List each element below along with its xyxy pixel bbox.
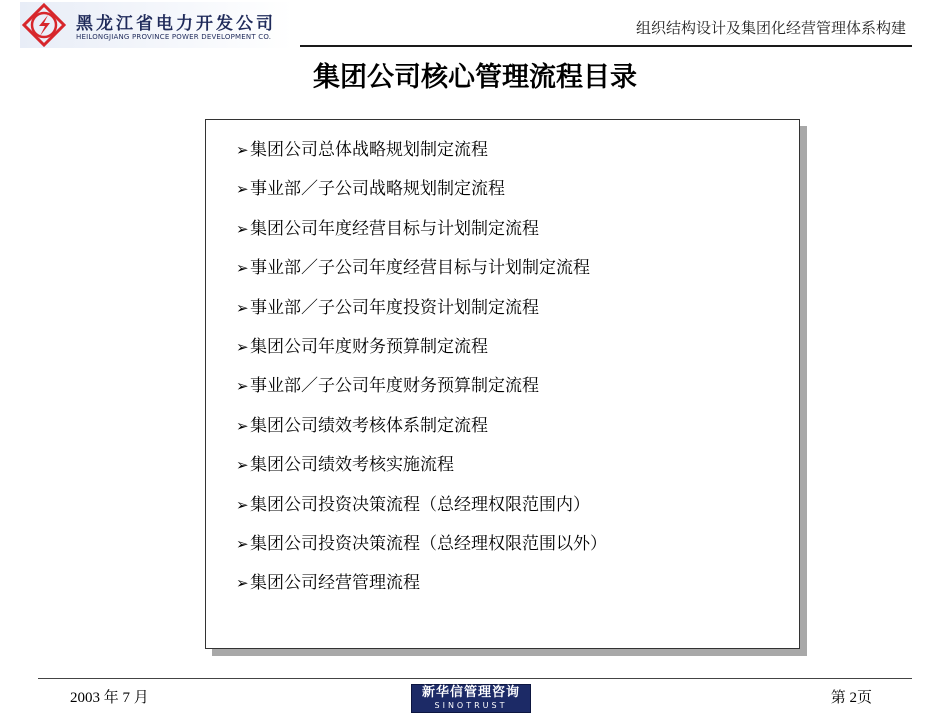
arrow-bullet-icon: ➢	[236, 180, 249, 199]
arrow-bullet-icon: ➢	[236, 377, 249, 396]
process-list-item-label: 集团公司经营管理流程	[250, 573, 420, 594]
process-list-item	[236, 137, 607, 176]
page-title: 集团公司核心管理流程目录	[313, 62, 637, 93]
process-list-item-label: 集团公司绩效考核体系制定流程	[250, 415, 488, 436]
process-list-item-label: 事业部／子公司战略规划制定流程	[250, 179, 505, 200]
process-list-item	[236, 531, 607, 570]
header-title: 组织结构设计及集团化经营管理体系构建	[635, 19, 906, 37]
company-logo-banner	[20, 2, 293, 48]
sinotrust-logo	[411, 684, 531, 713]
logo-english-name: HEILONGJIANG PROVINCE POWER DEVELOPMENT CO.	[76, 33, 272, 41]
arrow-bullet-icon: ➢	[236, 141, 249, 159]
process-list-box	[205, 119, 800, 649]
process-list-item-label: 集团公司投资决策流程（总经理权限范围以外）	[250, 533, 607, 554]
process-list-item-label: 集团公司投资决策流程（总经理权限范围内）	[250, 494, 590, 515]
process-list-item	[236, 255, 607, 294]
process-list-item	[236, 492, 607, 531]
page-number: 第 2页	[830, 690, 872, 706]
process-list-item	[236, 452, 607, 491]
arrow-bullet-icon: ➢	[236, 495, 249, 514]
header-divider	[300, 45, 912, 47]
process-list-item	[236, 570, 607, 609]
footer-divider	[38, 678, 912, 679]
process-list-item	[236, 373, 607, 412]
power-company-logo-icon	[22, 3, 66, 47]
sinotrust-logo-cn: 新华信管理咨询	[421, 685, 520, 700]
process-list-item	[236, 216, 607, 255]
arrow-bullet-icon: ➢	[236, 219, 249, 238]
arrow-bullet-icon: ➢	[236, 298, 249, 317]
process-list-item-label: 集团公司绩效考核实施流程	[250, 455, 454, 476]
process-list-item	[236, 334, 607, 373]
process-list-item-label: 集团公司年度财务预算制定流程	[250, 336, 488, 357]
arrow-bullet-icon: ➢	[236, 534, 249, 553]
process-list-item-label: 集团公司年度经营目标与计划制定流程	[250, 218, 539, 239]
process-list-item	[236, 413, 607, 452]
process-list-item-label: 集团公司总体战略规划制定流程	[250, 140, 488, 160]
process-list-item	[236, 295, 607, 334]
arrow-bullet-icon: ➢	[236, 337, 249, 356]
arrow-bullet-icon: ➢	[236, 259, 249, 278]
process-list-item-label: 事业部／子公司年度经营目标与计划制定流程	[250, 258, 590, 279]
process-list-item-label: 事业部／子公司年度财务预算制定流程	[250, 376, 539, 397]
logo-chinese-name: 黑龙江省电力开发公司	[76, 14, 276, 34]
process-list	[236, 137, 607, 610]
footer-date: 2003 年 7 月	[70, 690, 149, 706]
arrow-bullet-icon: ➢	[236, 574, 249, 593]
process-list-item	[236, 176, 607, 215]
process-list-item-label: 事业部／子公司年度投资计划制定流程	[250, 297, 539, 318]
sinotrust-logo-en: SINOTRUST	[434, 701, 508, 710]
arrow-bullet-icon: ➢	[236, 456, 249, 475]
arrow-bullet-icon: ➢	[236, 416, 249, 435]
